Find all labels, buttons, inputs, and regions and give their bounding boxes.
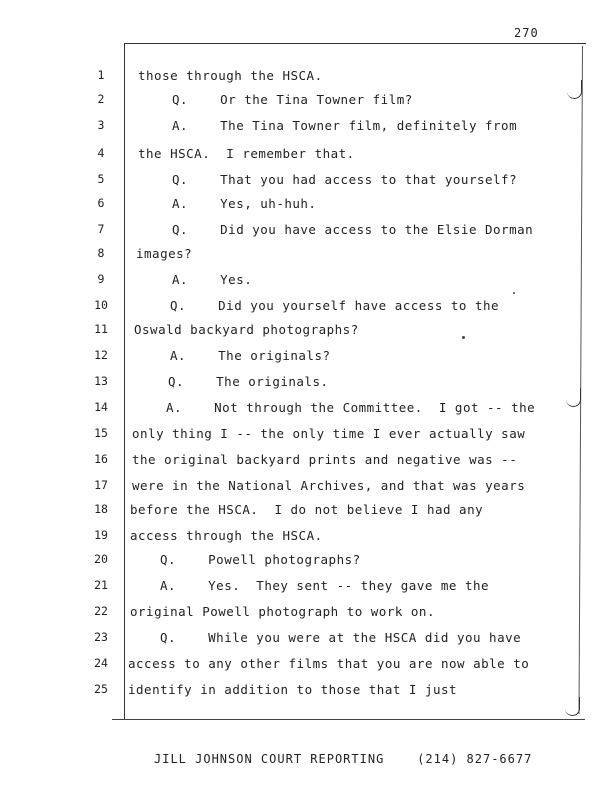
transcript-border-bottom xyxy=(112,719,585,720)
transcript-line: A. The Tina Towner film, definitely from xyxy=(172,118,518,133)
transcript-line: Q. Did you yourself have access to the xyxy=(170,298,500,313)
transcript-line: access through the HSCA. xyxy=(130,528,323,543)
transcript-line: Q. That you had access to that yourself? xyxy=(172,172,518,187)
transcript-line: were in the National Archives, and that was years xyxy=(132,478,526,493)
speck-mark xyxy=(462,336,465,339)
transcript-line: access to any other films that you are now able to xyxy=(128,656,530,671)
transcript-line: A. Yes. xyxy=(172,272,253,287)
line-number: 16 xyxy=(94,452,108,466)
line-number: 8 xyxy=(97,246,105,260)
line-number: 25 xyxy=(94,682,108,696)
line-number: 15 xyxy=(94,426,108,440)
line-number: 2 xyxy=(97,92,105,106)
transcript-line: A. Yes, uh-huh. xyxy=(172,196,317,211)
hole-punch-bracket xyxy=(565,697,580,716)
transcript-line: identify in addition to those that I just xyxy=(128,682,458,697)
line-number: 12 xyxy=(94,348,108,362)
line-number: 19 xyxy=(94,528,108,542)
line-number: 13 xyxy=(94,374,108,388)
transcript-line: Q. Or the Tina Towner film? xyxy=(172,92,413,107)
transcript-line: original Powell photograph to work on. xyxy=(130,604,435,619)
transcript-line: only thing I -- the only time I ever actually saw xyxy=(132,426,526,441)
transcript-line: Oswald backyard photographs? xyxy=(134,322,359,337)
line-number: 4 xyxy=(97,146,105,160)
transcript-border-top xyxy=(124,43,586,44)
transcript-line: Q. The originals. xyxy=(168,374,329,389)
transcript-line: the original backyard prints and negative was -- xyxy=(132,452,518,467)
line-number: 21 xyxy=(94,578,108,592)
line-number: 18 xyxy=(94,502,108,516)
transcript-border-right xyxy=(579,46,583,714)
transcript-line: Q. Did you have access to the Elsie Dorman xyxy=(172,222,534,237)
line-number: 3 xyxy=(97,118,105,132)
line-number: 5 xyxy=(97,172,105,186)
transcript-line: A. Not through the Committee. I got -- the xyxy=(166,400,536,415)
speck-mark xyxy=(513,292,515,294)
transcript-line: the HSCA. I remember that. xyxy=(138,146,355,161)
line-number: 20 xyxy=(94,552,108,566)
line-number: 1 xyxy=(97,68,105,82)
line-number: 23 xyxy=(94,630,108,644)
hole-punch-bracket xyxy=(567,80,582,99)
line-number: 22 xyxy=(94,604,108,618)
transcript-border-left xyxy=(124,43,125,719)
hole-punch-bracket xyxy=(566,388,581,407)
page-number: 270 xyxy=(514,26,539,40)
transcript-line: images? xyxy=(136,246,193,261)
line-number: 6 xyxy=(97,196,105,210)
footer-court-reporter: JILL JOHNSON COURT REPORTING (214) 827-6677 xyxy=(154,752,533,766)
line-number: 9 xyxy=(97,272,105,286)
transcript-line: before the HSCA. I do not believe I had any xyxy=(130,502,484,517)
transcript-line: Q. Powell photographs? xyxy=(160,552,361,567)
line-number: 11 xyxy=(94,322,108,336)
line-number: 14 xyxy=(94,400,108,414)
transcript-line: A. The originals? xyxy=(170,348,331,363)
line-number: 24 xyxy=(94,656,108,670)
line-number: 7 xyxy=(97,222,105,236)
transcript-line: Q. While you were at the HSCA did you have xyxy=(160,630,522,645)
transcript-line: those through the HSCA. xyxy=(138,68,323,83)
line-number: 17 xyxy=(94,478,108,492)
line-number: 10 xyxy=(94,298,108,312)
transcript-line: A. Yes. They sent -- they gave me the xyxy=(160,578,490,593)
